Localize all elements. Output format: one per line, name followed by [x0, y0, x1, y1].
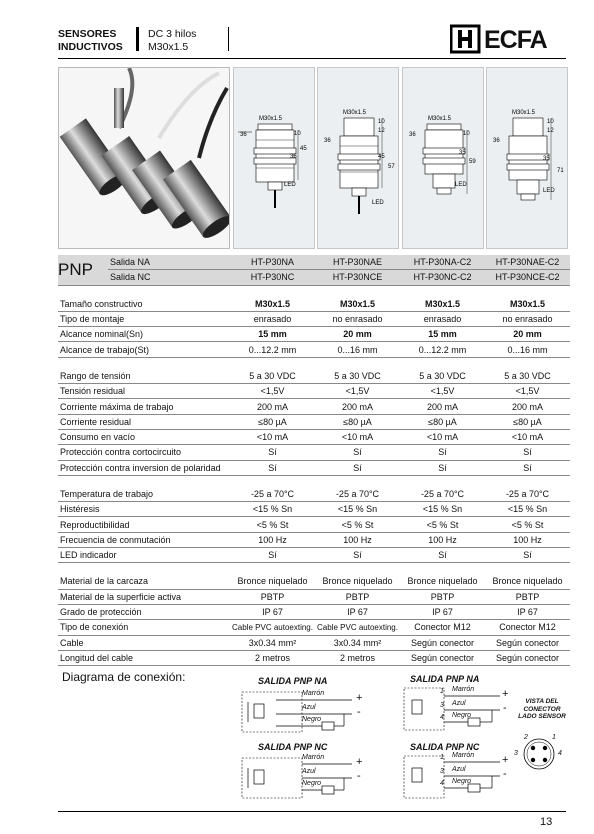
dimension-drawing-1	[234, 68, 314, 248]
svg-text:36: 36	[324, 138, 331, 144]
group-gap	[58, 563, 570, 575]
product-photo	[58, 67, 230, 249]
svg-text:45: 45	[378, 154, 385, 160]
diagram-label: Diagrama de conexión:	[62, 670, 186, 684]
svg-text:35: 35	[543, 156, 550, 162]
spec-value: Cable PVC autoexting.	[230, 620, 315, 635]
svg-text:10: 10	[294, 131, 301, 137]
svg-text:M30x1.5: M30x1.5	[428, 116, 452, 122]
drawing-panel-4	[486, 67, 568, 249]
spec-value: IP 67	[230, 604, 315, 619]
page-number: 13	[540, 816, 553, 828]
spec-row	[58, 327, 570, 342]
spec-value: PBTP	[315, 589, 400, 604]
svg-text:LED: LED	[543, 188, 555, 194]
spec-value: IP 67	[315, 604, 400, 619]
spec-value: Sí	[315, 445, 400, 460]
spec-value: 5 a 30 VDC	[400, 369, 485, 384]
spec-value: M30x1.5	[400, 297, 485, 312]
spec-label: Tamaño constructivo	[58, 297, 230, 312]
output-type-label: Salida NA	[108, 255, 230, 270]
spec-value: Sí	[400, 548, 485, 563]
group-label: PNP	[58, 255, 108, 285]
spec-value: <15 % Sn	[315, 502, 400, 517]
spec-label: Frecuencia de conmutación	[58, 532, 230, 547]
spec-value: 100 Hz	[400, 532, 485, 547]
spec-value: 5 a 30 VDC	[230, 369, 315, 384]
spec-value: 3x0.34 mm²	[230, 635, 315, 650]
category-line-2: INDUCTIVOS	[58, 41, 123, 53]
spec-row	[58, 384, 570, 399]
spec-value: Conector M12	[485, 620, 570, 635]
wiring-icon	[240, 742, 400, 802]
spec-value: 0...16 mm	[315, 342, 400, 357]
spec-row	[58, 369, 570, 384]
spec-value: -25 a 70°C	[230, 487, 315, 502]
group-gap	[58, 475, 570, 487]
spec-row	[58, 532, 570, 547]
spec-value: Sí	[400, 460, 485, 475]
svg-text:36: 36	[493, 138, 500, 144]
spec-value: <15 % Sn	[230, 502, 315, 517]
logo-mark-icon	[450, 24, 482, 54]
svg-text:12: 12	[547, 128, 554, 134]
spec-value: Bronce niquelado	[230, 574, 315, 589]
spec-value: <10 mA	[485, 429, 570, 444]
spec-label: Grado de protección	[58, 604, 230, 619]
spec-row	[58, 342, 570, 357]
spec-value: enrasado	[400, 311, 485, 326]
spec-value: Cable PVC autoexting.	[315, 620, 400, 635]
spec-label: Rango de tensión	[58, 369, 230, 384]
spec-row	[58, 487, 570, 502]
connector-view-label: VISTA DEL CONECTOR LADO SENSOR	[518, 698, 566, 720]
spec-value: no enrasado	[315, 311, 400, 326]
spec-row	[58, 297, 570, 312]
svg-text:59: 59	[469, 159, 476, 165]
spec-value: Sí	[485, 445, 570, 460]
spec-value: ≤80 µA	[485, 414, 570, 429]
spec-row	[58, 620, 570, 635]
svg-text:35: 35	[459, 150, 466, 156]
group-gap	[58, 285, 570, 297]
spec-row	[58, 574, 570, 589]
spec-value: IP 67	[400, 604, 485, 619]
spec-value: M30x1.5	[230, 297, 315, 312]
svg-text:35: 35	[290, 154, 297, 160]
svg-text:LED: LED	[455, 182, 467, 188]
spec-row	[58, 414, 570, 429]
spec-value: no enrasado	[485, 311, 570, 326]
spec-row	[58, 635, 570, 650]
spec-value: 3x0.34 mm²	[315, 635, 400, 650]
model-code: HT-P30NC-C2	[400, 270, 485, 285]
spec-value: Sí	[230, 548, 315, 563]
spec-row	[58, 429, 570, 444]
dimension-drawing-2	[318, 68, 398, 248]
spec-value: <5 % St	[400, 517, 485, 532]
spec-value: <1,5V	[400, 384, 485, 399]
spec-value: Según conector	[400, 635, 485, 650]
spec-label: Cable	[58, 635, 230, 650]
spec-value: PBTP	[485, 589, 570, 604]
spec-value: Bronce niquelado	[400, 574, 485, 589]
model-code: HT-P30NCE-C2	[485, 270, 570, 285]
spec-value: <5 % St	[485, 517, 570, 532]
spec-value: <5 % St	[315, 517, 400, 532]
spec-value: Según conector	[400, 650, 485, 665]
spec-value: -25 a 70°C	[315, 487, 400, 502]
spec-value: Sí	[400, 445, 485, 460]
spec-value: 200 mA	[400, 399, 485, 414]
spec-label: Alcance de trabajo(St)	[58, 342, 230, 357]
dimension-drawing-3	[403, 68, 483, 248]
svg-text:10: 10	[463, 131, 470, 137]
spec-value: 0...16 mm	[485, 342, 570, 357]
diagram-pnp-nc-cable: SALIDA PNP NC Marrón Azul Negro + -	[240, 742, 400, 802]
svg-text:57: 57	[388, 164, 395, 170]
spec-value: 200 mA	[485, 399, 570, 414]
thread-label: M30x1.5	[259, 116, 283, 122]
output-type-label: Salida NC	[108, 270, 230, 285]
spec-label: Material de la superficie activa	[58, 589, 230, 604]
spec-value: M30x1.5	[485, 297, 570, 312]
model-code: HT-P30NA-C2	[400, 255, 485, 270]
spec-row	[58, 650, 570, 665]
spec-value: <10 mA	[400, 429, 485, 444]
svg-text:LED: LED	[372, 200, 384, 206]
logo-text: ECFA	[484, 26, 547, 54]
group-gap	[58, 357, 570, 369]
sub-line-2: M30x1.5	[148, 41, 189, 53]
spec-row	[58, 311, 570, 326]
spec-label: Temperatura de trabajo	[58, 487, 230, 502]
model-code: HT-P30NCE	[315, 270, 400, 285]
spec-label: Reproductibilidad	[58, 517, 230, 532]
spec-label: Protección contra cortocircuito	[58, 445, 230, 460]
spec-value: Sí	[315, 548, 400, 563]
spec-value: -25 a 70°C	[400, 487, 485, 502]
spec-row	[58, 548, 570, 563]
footer-rule	[58, 811, 566, 812]
svg-text:36: 36	[409, 132, 416, 138]
spec-value: <5 % St	[230, 517, 315, 532]
spec-value: <1,5V	[230, 384, 315, 399]
spec-value: PBTP	[400, 589, 485, 604]
spec-value: <10 mA	[315, 429, 400, 444]
spec-value: <10 mA	[230, 429, 315, 444]
diagram-pnp-na-cable: SALIDA PNP NA Marrón Azul Negro + -	[240, 676, 400, 736]
spec-label: Corriente residual	[58, 414, 230, 429]
svg-text:10: 10	[547, 119, 554, 125]
spec-label: Consumo en vacío	[58, 429, 230, 444]
spec-value: 5 a 30 VDC	[315, 369, 400, 384]
spec-value: 0...12.2 mm	[400, 342, 485, 357]
spec-value: Sí	[315, 460, 400, 475]
spec-value: <1,5V	[315, 384, 400, 399]
model-code: HT-P30NA	[230, 255, 315, 270]
ref-label: 36	[240, 132, 247, 138]
ecfa-logo	[450, 24, 565, 54]
dimension-drawing-4	[487, 68, 567, 248]
spec-value: Sí	[230, 445, 315, 460]
spec-label: Protección contra inversion de polaridad	[58, 460, 230, 475]
spec-label: Tipo de conexión	[58, 620, 230, 635]
spec-label: Histéresis	[58, 502, 230, 517]
spec-value: <15 % Sn	[485, 502, 570, 517]
spec-value: enrasado	[230, 311, 315, 326]
spec-value: 200 mA	[315, 399, 400, 414]
svg-text:M30x1.5: M30x1.5	[512, 110, 536, 116]
model-code: HT-P30NAE	[315, 255, 400, 270]
header-divider-thin	[228, 27, 229, 51]
spec-value: Sí	[230, 460, 315, 475]
header-subtitle	[148, 28, 196, 54]
spec-row	[58, 604, 570, 619]
svg-text:45: 45	[300, 146, 307, 152]
spec-value: IP 67	[485, 604, 570, 619]
spec-label: Tipo de montaje	[58, 311, 230, 326]
spec-table	[58, 255, 570, 666]
spec-row	[58, 517, 570, 532]
diagram-pnp-na-connector: SALIDA PNP NA 1 3 4 Marrón Azul Negro + - VISTA DEL CONECTOR LADO SENSOR	[402, 674, 572, 736]
diagram-pnp-nc-connector: SALIDA PNP NC 1 3 4 Marrón Azul Negro + -	[402, 742, 522, 802]
sub-line-1: DC 3 hilos	[148, 28, 197, 40]
sensors-photo-icon	[59, 68, 229, 248]
connector-face: 2 1 3 4	[512, 732, 566, 776]
drawing-panel-3	[402, 67, 484, 249]
spec-value: Sí	[485, 460, 570, 475]
spec-value: PBTP	[230, 589, 315, 604]
drawing-panel-1	[233, 67, 315, 249]
spec-value: 100 Hz	[230, 532, 315, 547]
spec-value: 2 metros	[230, 650, 315, 665]
spec-value: ≤80 µA	[230, 414, 315, 429]
spec-value: <1,5V	[485, 384, 570, 399]
spec-value: 15 mm	[230, 327, 315, 342]
header-category	[58, 28, 123, 54]
spec-row	[58, 589, 570, 604]
spec-value: 100 Hz	[485, 532, 570, 547]
svg-text:10: 10	[378, 119, 385, 125]
spec-value: ≤80 µA	[315, 414, 400, 429]
header-rule	[58, 58, 566, 59]
spec-value: ≤80 µA	[400, 414, 485, 429]
spec-label: Tensión residual	[58, 384, 230, 399]
header-divider	[136, 27, 139, 51]
spec-value: 0...12.2 mm	[230, 342, 315, 357]
spec-value: M30x1.5	[315, 297, 400, 312]
svg-text:12: 12	[378, 128, 385, 134]
wiring-icon	[240, 676, 400, 736]
spec-value: Bronce niquelado	[485, 574, 570, 589]
spec-label: LED indicador	[58, 548, 230, 563]
model-row-nc	[58, 270, 570, 285]
spec-value: 20 mm	[315, 327, 400, 342]
spec-value: Sí	[485, 548, 570, 563]
spec-value: Según conector	[485, 635, 570, 650]
led-label: LED	[284, 182, 296, 188]
spec-row	[58, 445, 570, 460]
spec-value: Según conector	[485, 650, 570, 665]
spec-value: 15 mm	[400, 327, 485, 342]
model-code: HT-P30NAE-C2	[485, 255, 570, 270]
spec-label: Alcance nominal(Sn)	[58, 327, 230, 342]
category-line-1: SENSORES	[58, 28, 117, 40]
spec-value: <15 % Sn	[400, 502, 485, 517]
model-code: HT-P30NC	[230, 270, 315, 285]
spec-row	[58, 460, 570, 475]
svg-text:71: 71	[557, 168, 564, 174]
spec-value: 100 Hz	[315, 532, 400, 547]
spec-row	[58, 399, 570, 414]
spec-value: 5 a 30 VDC	[485, 369, 570, 384]
model-row-na	[58, 255, 570, 270]
spec-value: Bronce niquelado	[315, 574, 400, 589]
spec-value: -25 a 70°C	[485, 487, 570, 502]
spec-row	[58, 502, 570, 517]
spec-value: 20 mm	[485, 327, 570, 342]
drawing-panel-2	[317, 67, 399, 249]
spec-value: 2 metros	[315, 650, 400, 665]
spec-label: Corriente máxima de trabajo	[58, 399, 230, 414]
spec-value: Conector M12	[400, 620, 485, 635]
spec-label: Material de la carcaza	[58, 574, 230, 589]
spec-label: Longitud del cable	[58, 650, 230, 665]
svg-text:M30x1.5: M30x1.5	[343, 110, 367, 116]
spec-value: 200 mA	[230, 399, 315, 414]
